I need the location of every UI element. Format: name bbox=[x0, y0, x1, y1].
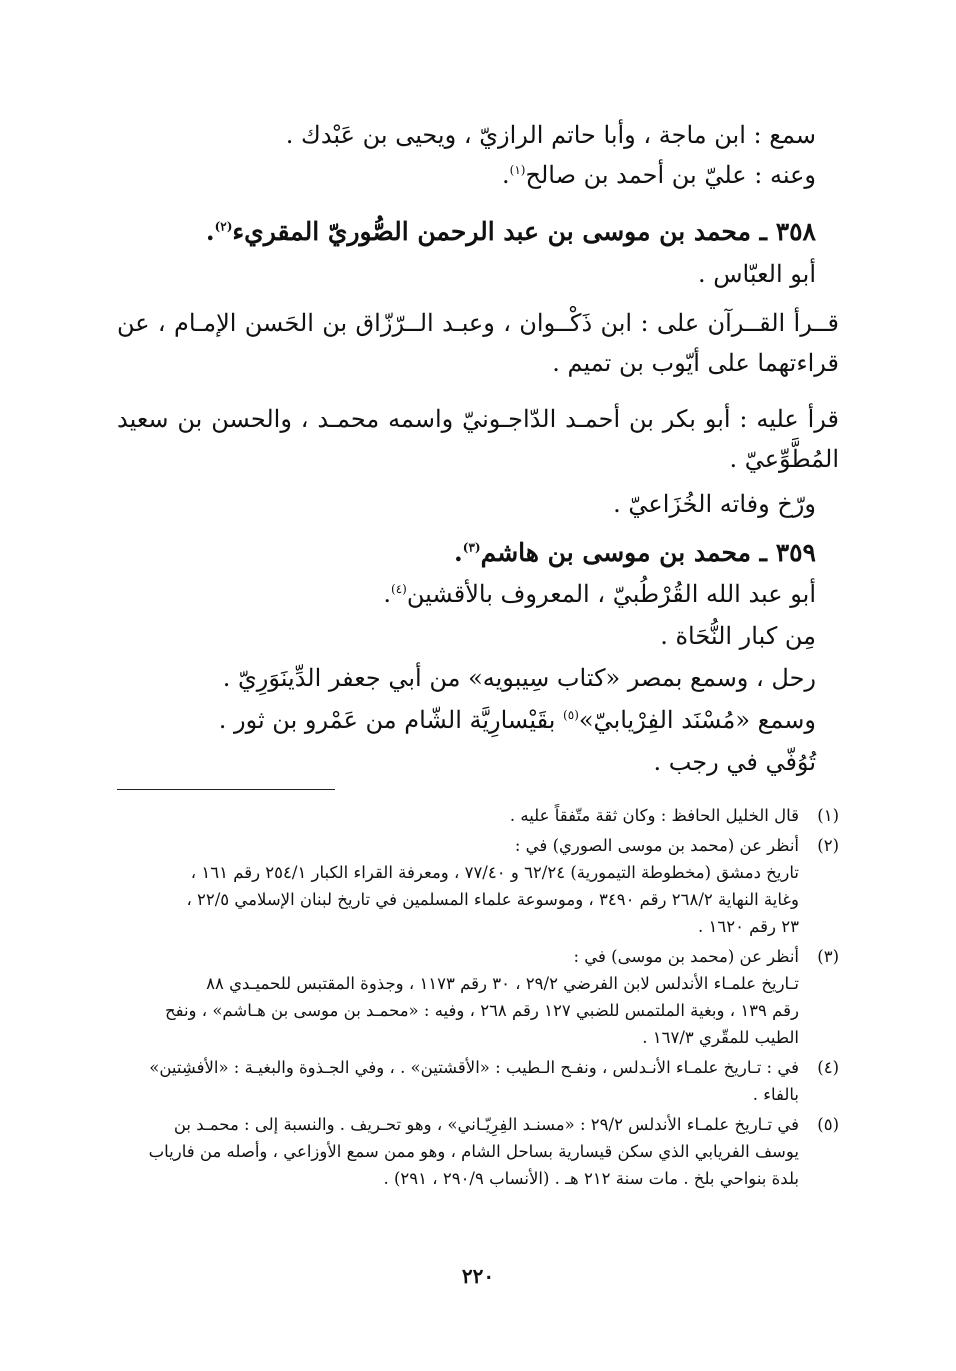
footnote-5 bbox=[117, 1111, 839, 1192]
footnote-3 bbox=[117, 943, 839, 1051]
entry-359-heard-musnad-text: وسمع «مُسْنَد الفِرْيابيّ» bbox=[578, 706, 816, 734]
footnote-line: رقم ١٣٩ ، وبغية الملتمس للضبي ١٢٧ رقم ٢٦٨ ، وفيه : «محمـد بن موسى بن هـاشم» ، ونفح bbox=[164, 1001, 799, 1020]
footnote-line: أنظر عن (محمد بن موسى الصوري) في : bbox=[514, 836, 799, 855]
footnote-line: بلدة بنواحي بلخ . مات سنة ٢١٢ هـ . (الأنساب ٢٩٠/٩ ، ٢٩١) . bbox=[383, 1169, 799, 1188]
entry-358-kunya-text: أبو العبّاس . bbox=[697, 260, 816, 288]
footnote-2 bbox=[117, 832, 839, 940]
entry-358-read-quran bbox=[117, 303, 839, 383]
entry-358-read-to-him-text: قرأ عليه : أبو بكر بن أحمـد الدّاجـونيّ واسمه محمـد ، والحسن بن سعيد المُطَّوِّعيّ . bbox=[117, 405, 839, 473]
entry-359-title: ٣٥٩ ـ محمد بن موسى بن هاشم bbox=[480, 538, 816, 567]
entry-358-kunya bbox=[698, 254, 816, 294]
footnote-line: يوسف الفريابي الذي سكن قيسارية بساحل الشام ، وهو ممن سمع الأوزاعي ، وأصله من فارياب bbox=[148, 1142, 799, 1161]
punctuation: . bbox=[205, 217, 215, 246]
entry-359-scholar bbox=[660, 616, 816, 656]
footnote-line: أنظر عن (محمد بن موسى) في : bbox=[573, 947, 799, 966]
entry-359-heard-musnad bbox=[219, 700, 816, 740]
page-number: ٢٢٠ bbox=[461, 1264, 495, 1288]
footnote-1 bbox=[117, 802, 839, 829]
entry-359-scholar-text: مِن كبار النُّحَاة . bbox=[660, 622, 816, 650]
footnote-line: في تـاريخ علمـاء الأندلس ٢٩/٢ : «مسنـد الفِرِيّـاني» ، وهو تحـريف . والنسبة إلى : محمـد بن bbox=[173, 1115, 799, 1134]
footnote-ref-2: (٢) bbox=[214, 219, 233, 234]
entry-359-travel bbox=[223, 658, 816, 698]
footnote-ref-3: (٣) bbox=[462, 540, 481, 555]
footnote-4 bbox=[117, 1054, 839, 1108]
footnote-line: بالفاء . bbox=[752, 1085, 799, 1104]
entry-359-kunya bbox=[383, 574, 816, 614]
entry-359-death-text: تُوُفّي في رجب . bbox=[653, 748, 816, 776]
entry-358-death-dated bbox=[613, 484, 816, 524]
entry-359-kunya-text: أبو عبد الله القُرْطُبيّ ، المعروف بالأقشين bbox=[406, 580, 816, 608]
punctuation: . bbox=[454, 538, 463, 567]
entry-359-heading bbox=[454, 533, 816, 573]
footnote-number: (٥) bbox=[817, 1115, 839, 1134]
footnote-number: (٢) bbox=[817, 836, 839, 855]
footnote-number: (١) bbox=[817, 806, 839, 825]
entry-358-death-dated-text: ورّخ وفاته الخُزَاعيّ . bbox=[613, 490, 816, 518]
entry-359-travel-text: رحل ، وسمع بمصر «كتاب سِيبويه» من أبي جعفر الدِّينَوَرِيّ . bbox=[222, 664, 816, 692]
footnote-number: (٤) bbox=[817, 1058, 839, 1077]
footnote-line: تاريخ دمشق (مخطوطة التيمورية) ٦٢/٢٤ و ٧٧/٤٠ ، ومعرفة القراء الكبار ٢٥٤/١ رقم ١٦١ ، bbox=[190, 863, 799, 882]
footnote-line: في : تـاريخ علمـاء الأنـدلس ، ونفـح الـطيب : «الأقشتين» . ، وفي الجـذوة والبغيـة : «الأفشِتين» bbox=[149, 1058, 799, 1077]
narrated-by-text: وعنه : عليّ بن أحمد بن صالح bbox=[525, 161, 816, 189]
footnote-line: قال الخليل الحافظ : وكان ثقة متّفقاً عليه . bbox=[509, 806, 799, 825]
entry-359-heard-musnad-end: بقَيْسارِيَّة الشّام من عَمْرو بن ثور . bbox=[218, 706, 564, 734]
entry-358-read-to-him bbox=[117, 399, 839, 479]
footnote-line: ٢٣ رقم ١٦٢٠ . bbox=[697, 917, 799, 936]
footnote-number: (٣) bbox=[817, 947, 839, 966]
punctuation: . bbox=[383, 580, 392, 608]
footnote-line: الطيب للمقّري ١٦٧/٣ . bbox=[642, 1028, 799, 1047]
entry-358-title: ٣٥٨ ـ محمد بن موسى بن عبد الرحمن الصُّوريّ المقريء bbox=[232, 217, 816, 246]
entry-359-death bbox=[653, 742, 816, 782]
footnote-ref-4: (٤) bbox=[391, 582, 407, 596]
footnotes bbox=[117, 802, 839, 1195]
footnote-line: تـاريخ علمـاء الأندلس لابن الفرضي ٢٩/٢ ، ٣٠ رقم ١١٧٣ ، وجذوة المقتبس للحميـدي ٨٨ bbox=[206, 974, 799, 993]
footnote-line: وغاية النهاية ٢٦٨/٢ رقم ٣٤٩٠ ، وموسوعة علماء المسلمين في تاريخ لبنان الإسلامي ٢٢/٥ ، bbox=[186, 890, 799, 909]
footnote-ref-5: (٥) bbox=[563, 708, 579, 722]
footnote-separator bbox=[117, 789, 335, 790]
punctuation: . bbox=[502, 161, 510, 189]
heard-from-text: سمع : ابن ماجة ، وأبا حاتم الرازيّ ، ويحيى بن عَبْدك . bbox=[285, 121, 816, 149]
entry-358-heading bbox=[206, 212, 816, 252]
heard-from-line bbox=[286, 115, 816, 155]
entry-358-read-quran-text: قــرأ القــرآن على : ابن ذَكْــوان ، وعبـد الــرّزّاق بن الحَسن الإمـام ، عن قراءتهما على أيّوب بن تميم . bbox=[117, 309, 839, 377]
narrated-by-line bbox=[502, 155, 816, 195]
footnote-ref-1: (١) bbox=[509, 163, 526, 177]
